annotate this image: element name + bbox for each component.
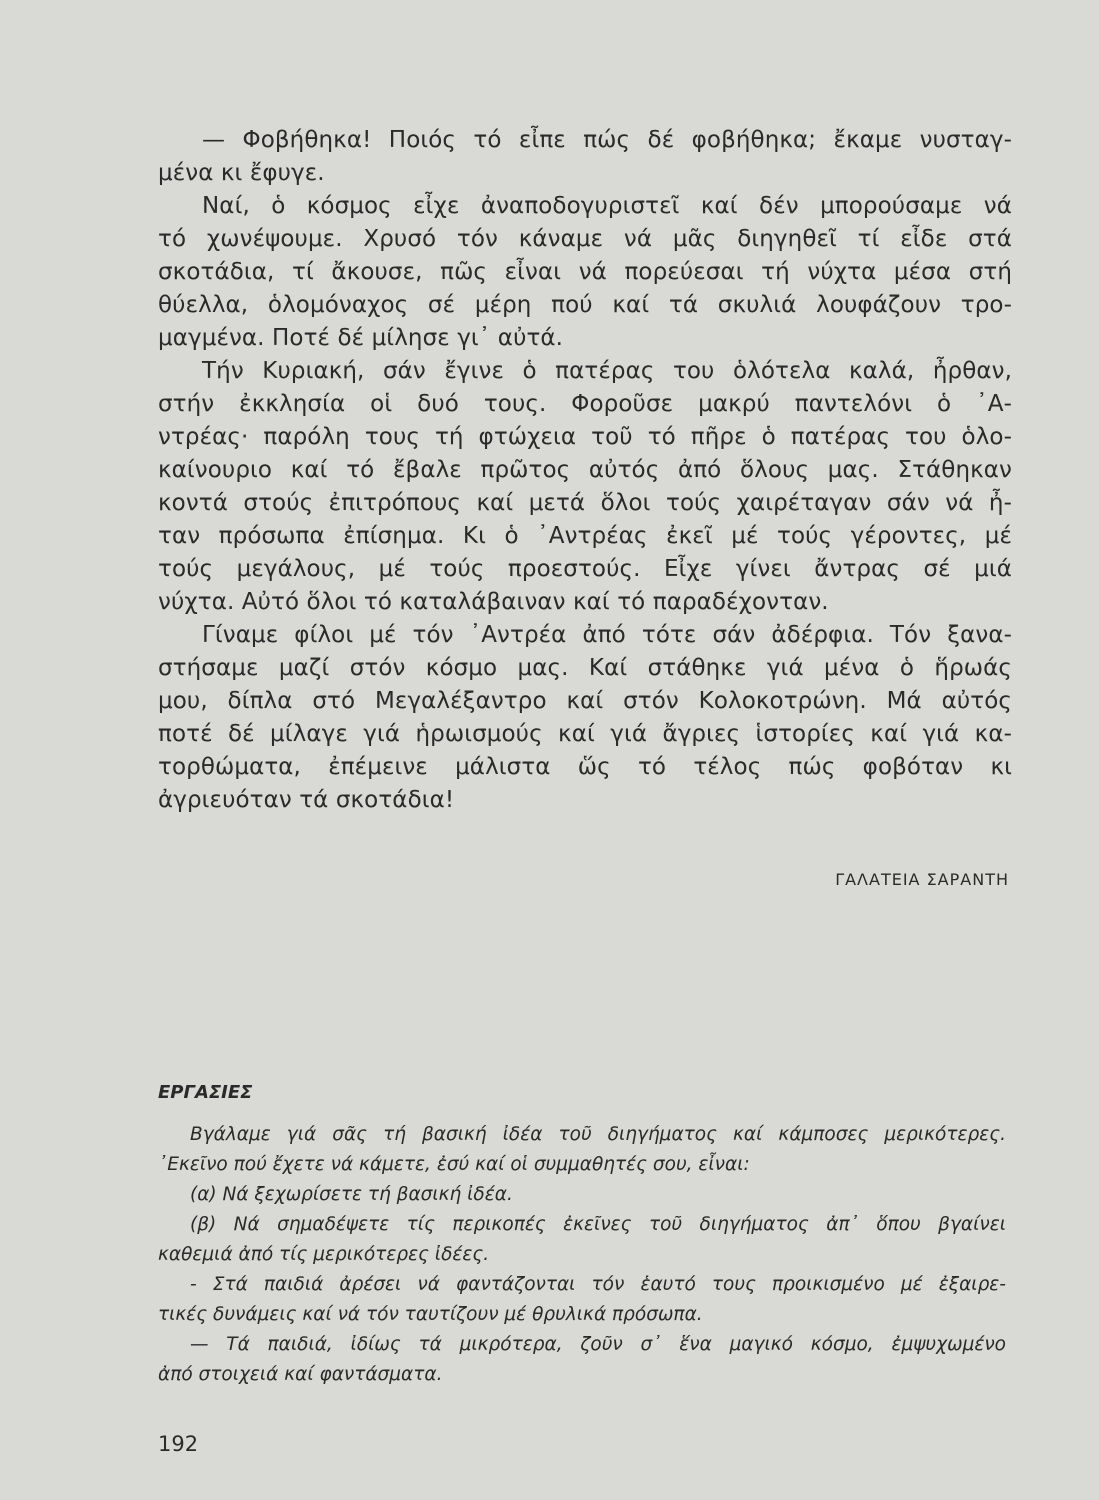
exercise-line: (α) Νά ξεχωρίσετε τή βασική ἰδέα. bbox=[190, 1184, 513, 1205]
exercise-line: — Τά παιδιά, ἰδίως τά μικρότερα, ζοῦν σ᾿ ἕνα μαγικό κόσμο, ἐμψυχωμένο bbox=[190, 1334, 1006, 1355]
story-line: τό χωνέψουμε. Χρυσό τόν κάναμε νά μᾶς διηγηθεῖ τί εἶδε στά bbox=[158, 226, 1012, 252]
story-line: ταν πρόσωπα ἐπίσημα. Κι ὁ ᾿Αντρέας ἐκεῖ μέ τούς γέροντες, μέ bbox=[158, 523, 1012, 549]
story-line: μένα κι ἔφυγε. bbox=[158, 160, 325, 186]
story-paragraph bbox=[158, 190, 1012, 355]
story-paragraph bbox=[158, 619, 1012, 817]
story-line: καίνουριο καί τό ἔβαλε πρῶτος αὐτός ἀπό ὅλους μας. Στάθηκαν bbox=[158, 457, 1012, 483]
story-line: Τήν Κυριακή, σάν ἔγινε ὁ πατέρας του ὁλότελα καλά, ἦρθαν, bbox=[202, 358, 1012, 384]
exercise-line: ἀπό στοιχειά καί φαντάσματα. bbox=[158, 1364, 443, 1385]
story-line: ἀγριευόταν τά σκοτάδια! bbox=[158, 787, 455, 813]
exercise-paragraph bbox=[158, 1330, 1006, 1390]
exercises-heading: ΕΡΓΑΣΙΕΣ bbox=[158, 1082, 253, 1103]
story-line: ποτέ δέ μίλαγε γιά ἡρωισμούς καί γιά ἄγριες ἱστορίες καί γιά κα- bbox=[158, 721, 1012, 747]
story-line: τορθώματα, ἐπέμεινε μάλιστα ὥς τό τέλος πώς φοβόταν κι bbox=[158, 754, 1012, 780]
story-line: κοντά στούς ἐπιτρόπους καί μετά ὅλοι τούς χαιρέταγαν σάν νά ἦ- bbox=[158, 490, 1012, 516]
story-line: Ναί, ὁ κόσμος εἶχε ἀναποδογυριστεῖ καί δέν μπορούσαμε νά bbox=[202, 193, 1012, 219]
story-paragraph bbox=[158, 355, 1012, 619]
exercise-line: (β) Νά σημαδέψετε τίς περικοπές ἐκεῖνες τοῦ διηγήματος ἀπ᾿ ὅπου βγαίνει bbox=[190, 1214, 1006, 1235]
exercises-body bbox=[158, 1120, 1006, 1390]
author-name: ΓΑΛΑΤΕΙΑ ΣΑΡΑΝΤΗ bbox=[835, 870, 1009, 889]
story-line: ντρέας· παρόλη τους τή φτώχεια τοῦ τό πῆρε ὁ πατέρας του ὁλο- bbox=[158, 424, 1012, 450]
exercises-section bbox=[158, 1080, 1006, 1390]
story-line: — Φοβήθηκα! Ποιός τό εἶπε πώς δέ φοβήθηκα; ἔκαμε νυσταγ- bbox=[202, 127, 1012, 153]
exercise-line: τικές δυνάμεις καί νά τόν ταυτίζουν μέ θρυλικά πρόσωπα. bbox=[158, 1304, 703, 1325]
story-line: μαγμένα. Ποτέ δέ μίλησε γι᾿ αὐτά. bbox=[158, 325, 564, 351]
exercise-line: ᾿Εκεῖνο πού ἔχετε νά κάμετε, ἐσύ καί οἱ συμμαθητές σου, εἶναι: bbox=[158, 1154, 750, 1175]
exercise-paragraph bbox=[158, 1120, 1006, 1180]
exercise-paragraph bbox=[158, 1210, 1006, 1270]
story-text bbox=[158, 124, 1012, 817]
story-line: μου, δίπλα στό Μεγαλέξαντρο καί στόν Κολοκοτρώνη. Μά αὐτός bbox=[158, 688, 1012, 714]
exercise-paragraph bbox=[158, 1270, 1006, 1330]
story-line: νύχτα. Αὐτό ὅλοι τό καταλάβαιναν καί τό παραδέχονταν. bbox=[158, 589, 829, 615]
story-paragraph bbox=[158, 124, 1012, 190]
story-line: θύελλα, ὁλομόναχος σέ μέρη πού καί τά σκυλιά λουφάζουν τρο- bbox=[158, 292, 1012, 318]
page-number: 192 bbox=[158, 1432, 199, 1456]
exercise-line: - Στά παιδιά ἀρέσει νά φαντάζονται τόν ἑαυτό τους προικισμένο μέ ἐξαιρε- bbox=[190, 1274, 1006, 1295]
exercise-line: καθεμιά ἀπό τίς μερικότερες ἰδέες. bbox=[158, 1244, 490, 1265]
story-line: Γίναμε φίλοι μέ τόν ᾿Αντρέα ἀπό τότε σάν ἀδέρφια. Τόν ξανα- bbox=[202, 622, 1012, 648]
story-line: στήσαμε μαζί στόν κόσμο μας. Καί στάθηκε γιά μένα ὁ ἥρωάς bbox=[158, 655, 1012, 681]
exercise-line: Βγάλαμε γιά σᾶς τή βασική ἰδέα τοῦ διηγήματος καί κάμποσες μερικότερες. bbox=[190, 1124, 1006, 1145]
story-line: τούς μεγάλους, μέ τούς προεστούς. Εἶχε γίνει ἄντρας σέ μιά bbox=[158, 556, 1012, 582]
story-line: στήν ἐκκλησία οἱ δυό τους. Φοροῦσε μακρύ παντελόνι ὁ ᾿Α- bbox=[158, 391, 1012, 417]
exercise-paragraph bbox=[158, 1180, 1006, 1210]
story-line: σκοτάδια, τί ἄκουσε, πῶς εἶναι νά πορεύεσαι τή νύχτα μέσα στή bbox=[158, 259, 1012, 285]
